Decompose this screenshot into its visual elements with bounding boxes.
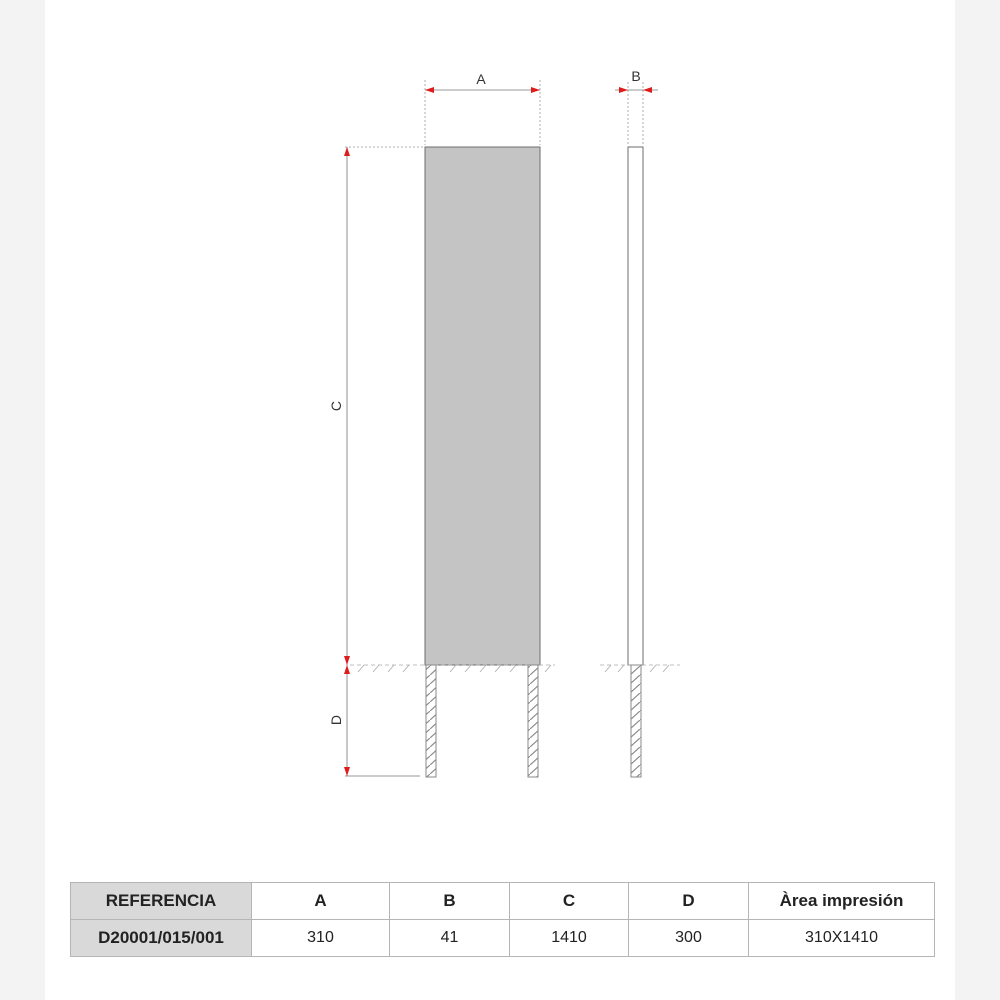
header-a: A [252, 883, 390, 920]
header-d: D [629, 883, 749, 920]
arrow-down-icon [344, 656, 350, 665]
post-left [426, 665, 436, 777]
header-referencia: REFERENCIA [71, 883, 252, 920]
arrow-right-icon [619, 87, 628, 93]
post-side [631, 665, 641, 777]
dimension-d [328, 665, 420, 776]
arrow-up-icon [344, 665, 350, 674]
arrow-down-icon [344, 767, 350, 776]
header-c: C [510, 883, 629, 920]
sign-panel-front [425, 147, 540, 665]
cell-a: 310 [252, 920, 390, 957]
cell-reference: D20001/015/001 [71, 920, 252, 957]
dimension-label-c: C [328, 400, 344, 412]
dimension-label-b: B [631, 68, 641, 84]
table-row [71, 920, 935, 957]
dimension-label-d: D [328, 714, 344, 726]
header-area: Àrea impresión [749, 883, 935, 920]
header-b: B [390, 883, 510, 920]
post-right [528, 665, 538, 777]
dimension-a [425, 71, 540, 145]
arrow-up-icon [344, 147, 350, 156]
arrow-left-icon [643, 87, 652, 93]
specification-table [70, 882, 935, 957]
dimension-label-a: A [476, 71, 486, 87]
cell-area: 310X1410 [749, 920, 935, 957]
dimension-c [328, 147, 425, 665]
dimension-b [615, 68, 658, 145]
table-header-row [71, 883, 935, 920]
cell-d: 300 [629, 920, 749, 957]
arrow-left-icon [425, 87, 434, 93]
sign-panel-side [628, 147, 643, 665]
arrow-right-icon [531, 87, 540, 93]
cell-c: 1410 [510, 920, 629, 957]
cell-b: 41 [390, 920, 510, 957]
